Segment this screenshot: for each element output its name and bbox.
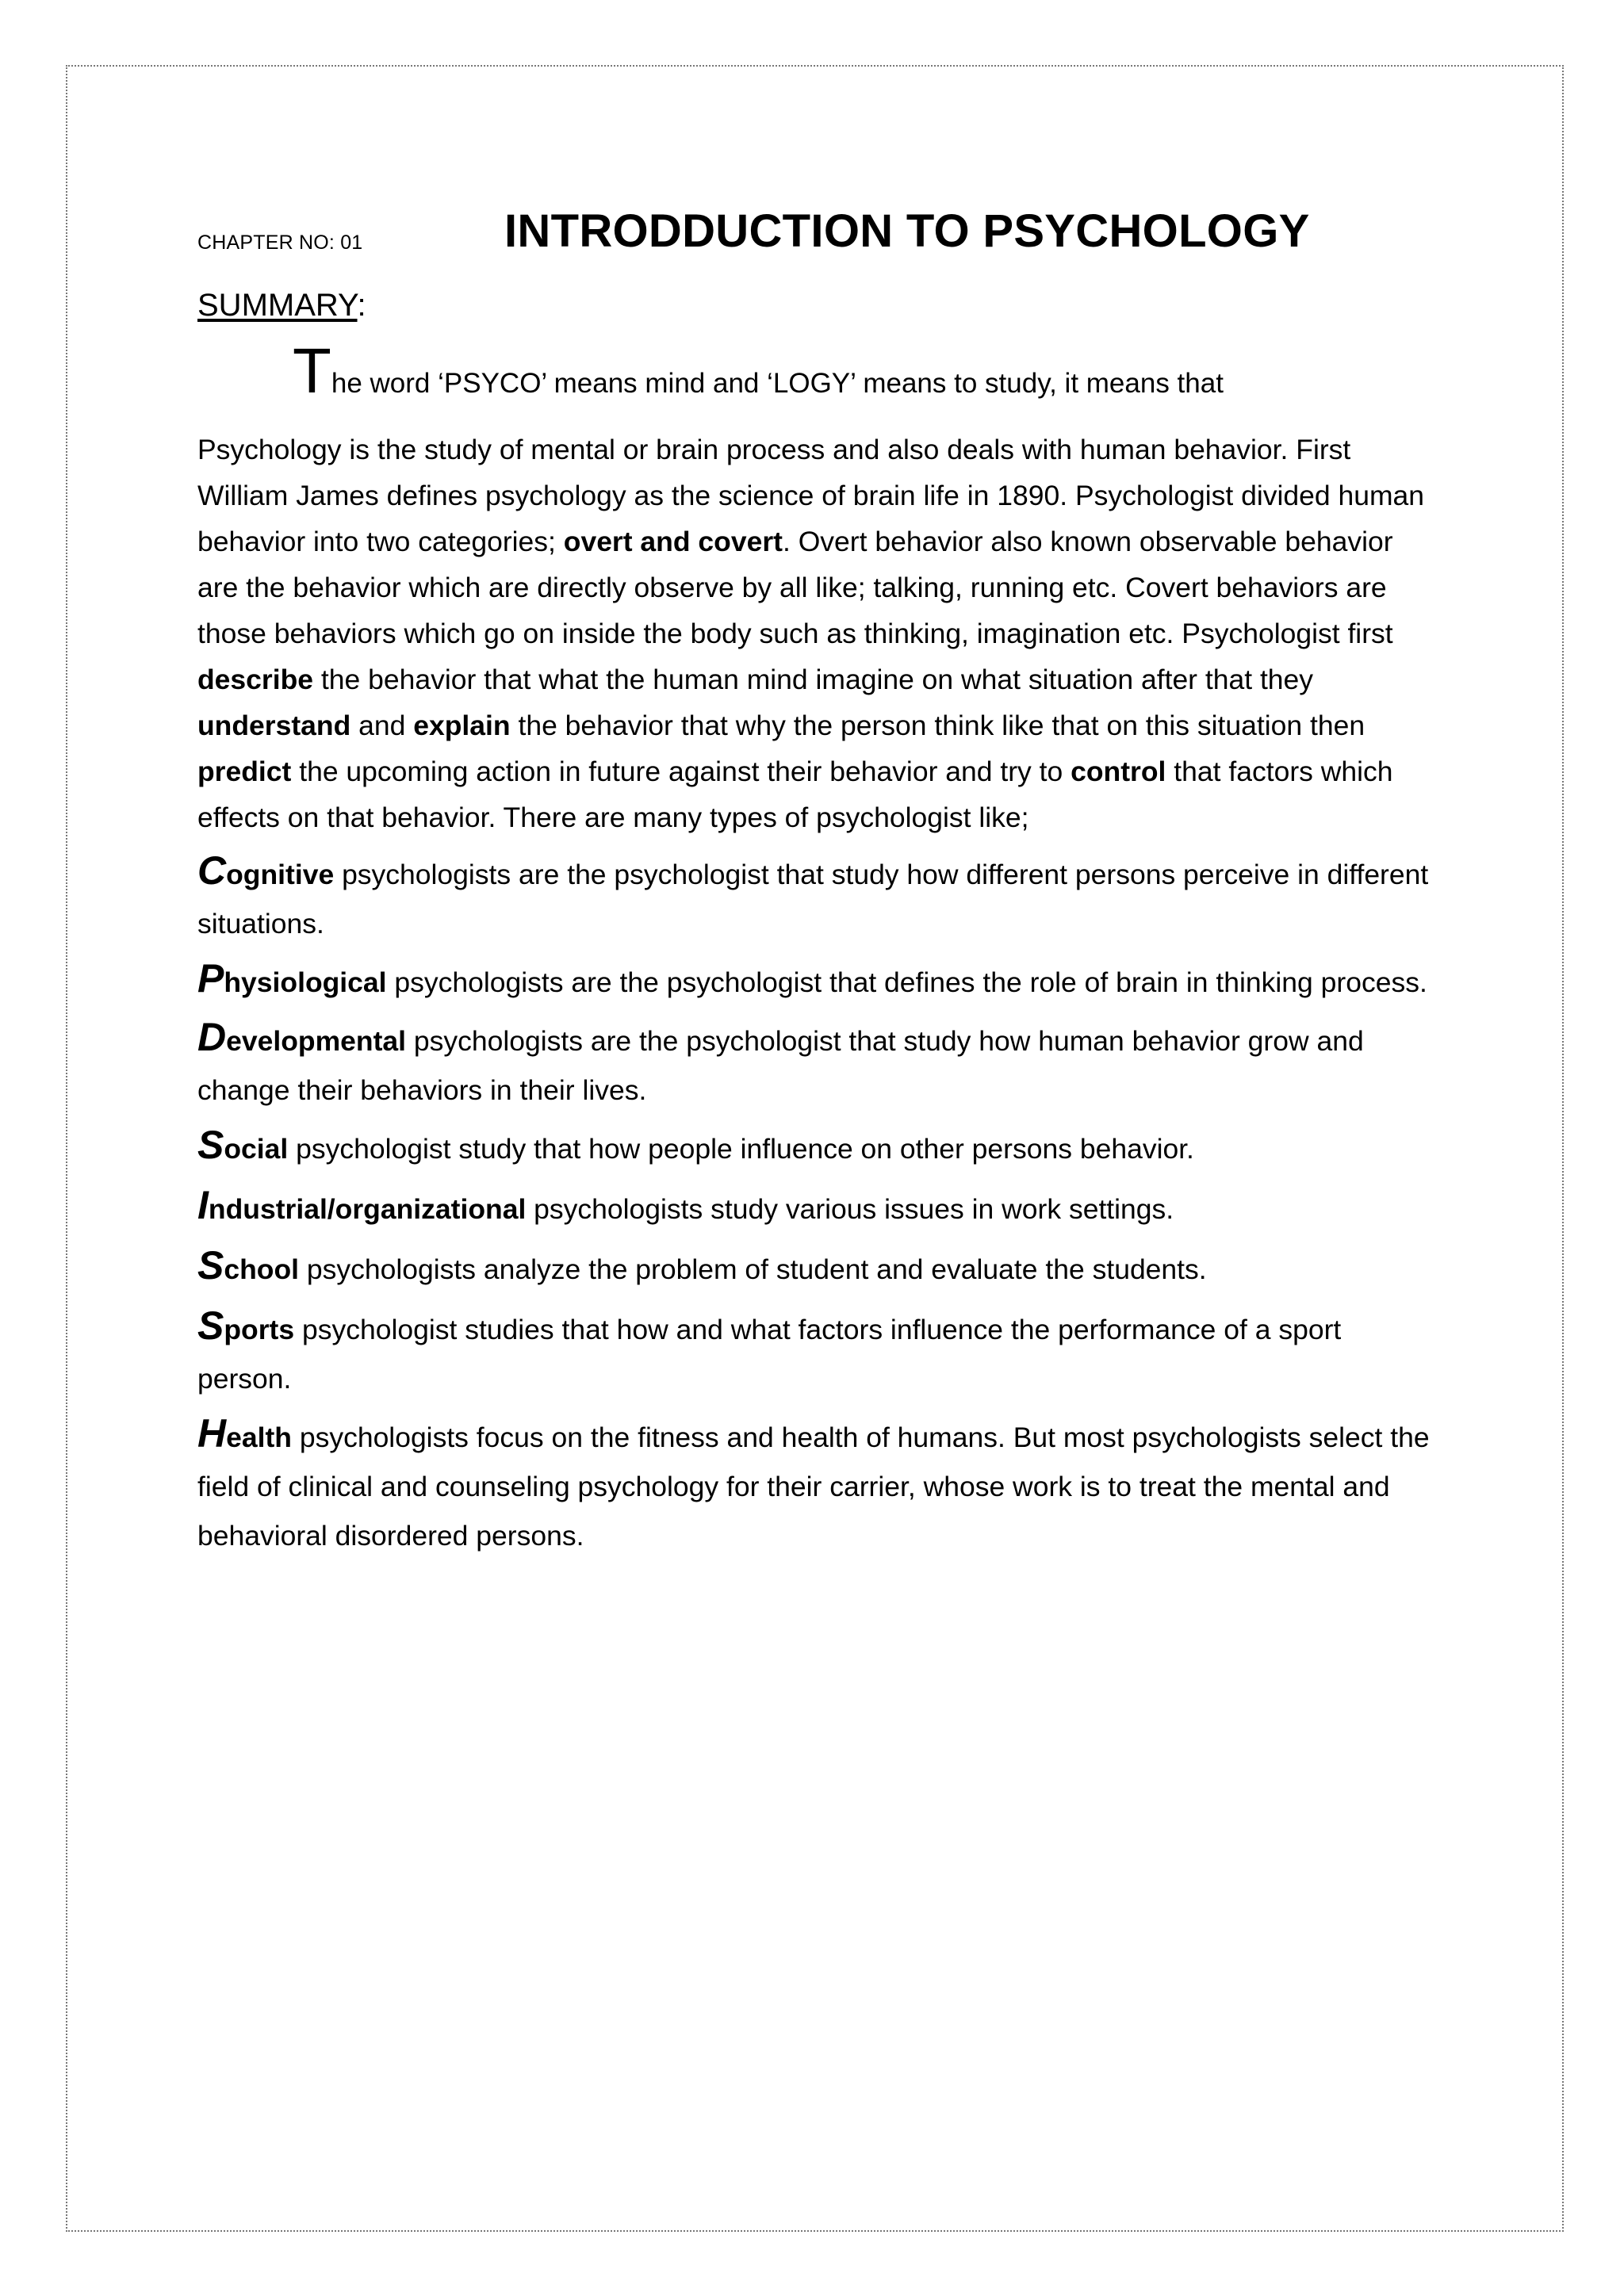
type-description: psychologists analyze the problem of student and evaluate the students. <box>299 1253 1207 1285</box>
type-initial: H <box>197 1411 227 1456</box>
type-name: evelopmental <box>226 1025 406 1057</box>
type-description: psychologists are the psychologist that study how human behavior grow and change their behaviors in their lives. <box>197 1025 1364 1106</box>
intro-text-6: the upcoming action in future against their behavior and try to <box>291 756 1071 787</box>
type-school <box>197 1245 1434 1294</box>
intro-first-line <box>197 335 1434 408</box>
intro-text-3: the behavior that what the human mind imagine on what situation after that they <box>313 664 1314 695</box>
term-understand: understand <box>197 710 351 741</box>
type-name: ognitive <box>226 859 335 890</box>
intro-first-line-text: he word ‘PSYCO’ means mind and ‘LOGY’ means to study, it means that <box>331 368 1224 399</box>
intro-text-2: . Overt behavior also known observable behavior are the behavior which are directly observe by all like; talking, running etc. Covert behaviors are those behaviors which go on inside the body such as thinking, imagination etc. Psychologist first <box>197 526 1393 649</box>
chapter-title: INTRODDUCTION TO PSYCHOLOGY <box>504 205 1310 257</box>
type-description: psychologists are the psychologist that study how different persons perceive in different situations. <box>197 859 1429 939</box>
term-explain: explain <box>413 710 511 741</box>
type-description: psychologist studies that how and what factors influence the performance of a sport person. <box>197 1314 1342 1395</box>
summary-heading-text: SUMMARY <box>197 288 358 323</box>
type-name: chool <box>224 1253 300 1285</box>
term-describe: describe <box>197 664 314 695</box>
type-initial: P <box>197 956 224 1001</box>
type-sports <box>197 1305 1434 1403</box>
term-predict: predict <box>197 756 292 787</box>
type-description: psychologist study that how people influence on other persons behavior. <box>288 1133 1194 1165</box>
intro-text-4: and <box>350 710 414 741</box>
type-description: psychologists focus on the fitness and health of humans. But most psychologists select the field of clinical and counseling psychology for their carrier, whose work is to treat the mental and behavioral disordered persons. <box>197 1422 1430 1552</box>
summary-heading-colon: : <box>357 288 366 323</box>
type-initial: S <box>197 1123 224 1167</box>
type-name: ocial <box>224 1133 289 1165</box>
type-name: ndustrial/organizational <box>208 1193 527 1225</box>
type-health <box>197 1413 1434 1560</box>
term-overt-covert: overt and covert <box>563 526 783 557</box>
document-content <box>197 198 1434 1560</box>
type-industrial-organizational <box>197 1184 1434 1234</box>
type-initial: C <box>197 848 227 893</box>
type-name: ports <box>224 1314 295 1345</box>
type-initial: S <box>197 1303 224 1348</box>
chapter-header <box>197 198 1434 270</box>
type-description: psychologists are the psychologist that defines the role of brain in thinking process. <box>386 966 1427 998</box>
type-cognitive <box>197 850 1434 948</box>
type-initial: D <box>197 1015 227 1059</box>
chapter-number: CHAPTER NO: 01 <box>197 232 363 254</box>
type-initial: I <box>197 1183 209 1227</box>
summary-heading <box>197 285 1434 325</box>
drop-cap: T <box>293 335 331 406</box>
type-description: psychologists study various issues in work settings. <box>526 1193 1174 1225</box>
intro-paragraph <box>197 427 1434 840</box>
type-physiological <box>197 958 1434 1007</box>
intro-text-1: Psychology is the study of mental or brain process and also deals with human behavior. First William James defines psychology as the science of brain life in 1890. Psychologist divided human behavior into two categories; <box>197 434 1425 557</box>
intro-text-7: that factors which effects on that behavior. There are many types of psychologist like; <box>197 756 1393 833</box>
type-name: hysiological <box>224 966 387 998</box>
type-social <box>197 1124 1434 1173</box>
type-developmental <box>197 1016 1434 1115</box>
intro-text-5: the behavior that why the person think like that on this situation then <box>510 710 1365 741</box>
type-name: ealth <box>226 1422 292 1453</box>
type-initial: S <box>197 1243 224 1288</box>
term-control: control <box>1071 756 1166 787</box>
